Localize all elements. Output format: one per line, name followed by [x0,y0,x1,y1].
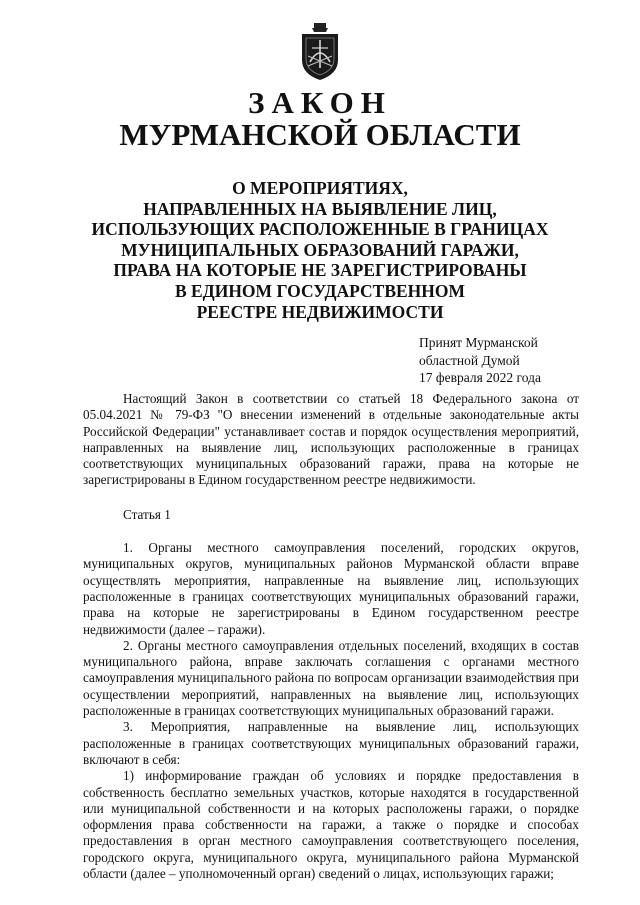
subject-line: ИСПОЛЬЗУЮЩИХ РАСПОЛОЖЕННЫЕ В ГРАНИЦАХ [91,219,549,240]
article-heading: Статья 1 [123,506,171,522]
subject-line: О МЕРОПРИЯТИЯХ, [232,178,408,198]
adoption-line: областной Думой [419,352,520,368]
subject-line: МУНИЦИПАЛЬНЫХ ОБРАЗОВАНИЙ ГАРАЖИ, [121,239,519,260]
subject-line: ПРАВА НА КОТОРЫЕ НЕ ЗАРЕГИСТРИРОВАНЫ [113,260,527,281]
adoption-note [419,334,541,387]
adoption-line: Принят Мурманской [419,335,538,350]
adoption-date: 17 февраля 2022 года [419,370,541,385]
subject-line: РЕЕСТРЕ НЕДВИЖИМОСТИ [196,301,444,322]
paragraph-3: 3. Мероприятия, направленные на выявление лиц, использующих расположенные в границах соответствующих муниципальных образований гаражи, включают в себя: [83,719,579,767]
coat-of-arms-icon [290,22,350,82]
subject-line: В ЕДИНОМ ГОСУДАРСТВЕННОМ [174,280,466,301]
law-title: ЗАКОН [248,85,392,120]
paragraph-2: 2. Органы местного самоуправления отдельных поселений, входящих в состав муниципального района, вправе заключать соглашения с органами местного самоуправления муниципального района по вопросам организации взаимодействия при осуществлении мероприятий, направленных на выявление лиц, использующих расположенные в границах соответствующих муниципальных образований гаражи. [83,637,579,719]
law-subject [60,178,580,322]
law-body [83,391,579,882]
region-title: МУРМАНСКОЙ ОБЛАСТИ [119,117,521,152]
preamble-paragraph: Настоящий Закон в соответствии со статьей 18 Федерального закона от 05.04.2021 № 79-ФЗ "О внесении изменений в отдельные законодательные акты Российской Федерации" устанавливает состав и порядок осуществления мероприятий, направленных на выявление лиц, использующих расположенные в границах соответствующих муниципальных образований гаражи, права на которые не зарегистрированы в Едином государственном реестре недвижимости. [83,391,579,488]
subject-line: НАПРАВЛЕННЫХ НА ВЫЯВЛЕНИЕ ЛИЦ, [143,198,497,219]
paragraph-1: 1. Органы местного самоуправления поселений, городских округов, муниципальных округов, муниципальных районов Мурманской области вправе осуществлять мероприятия, направленные на выявление лиц, использующих расположенные в границах соответствующих муниципальных образований гаражи, права на которые не зарегистрированы в Едином государственном реестре недвижимости (далее – гаражи). [83,540,579,637]
paragraph-3-item-1: 1) информирование граждан об условиях и порядке предоставления в собственность бесплатно земельных участков, которые находятся в государственной или муниципальной собственности и на которых расположены гаражи, о порядке оформления права собственности на гаражи, а также о порядке и способах предоставления в орган местного самоуправления соответствующего поселения, городского округа, муниципального округа, муниципального района Мурманской области (далее – уполномоченный орган) сведений о лицах, использующих гаражи; [83,768,579,882]
